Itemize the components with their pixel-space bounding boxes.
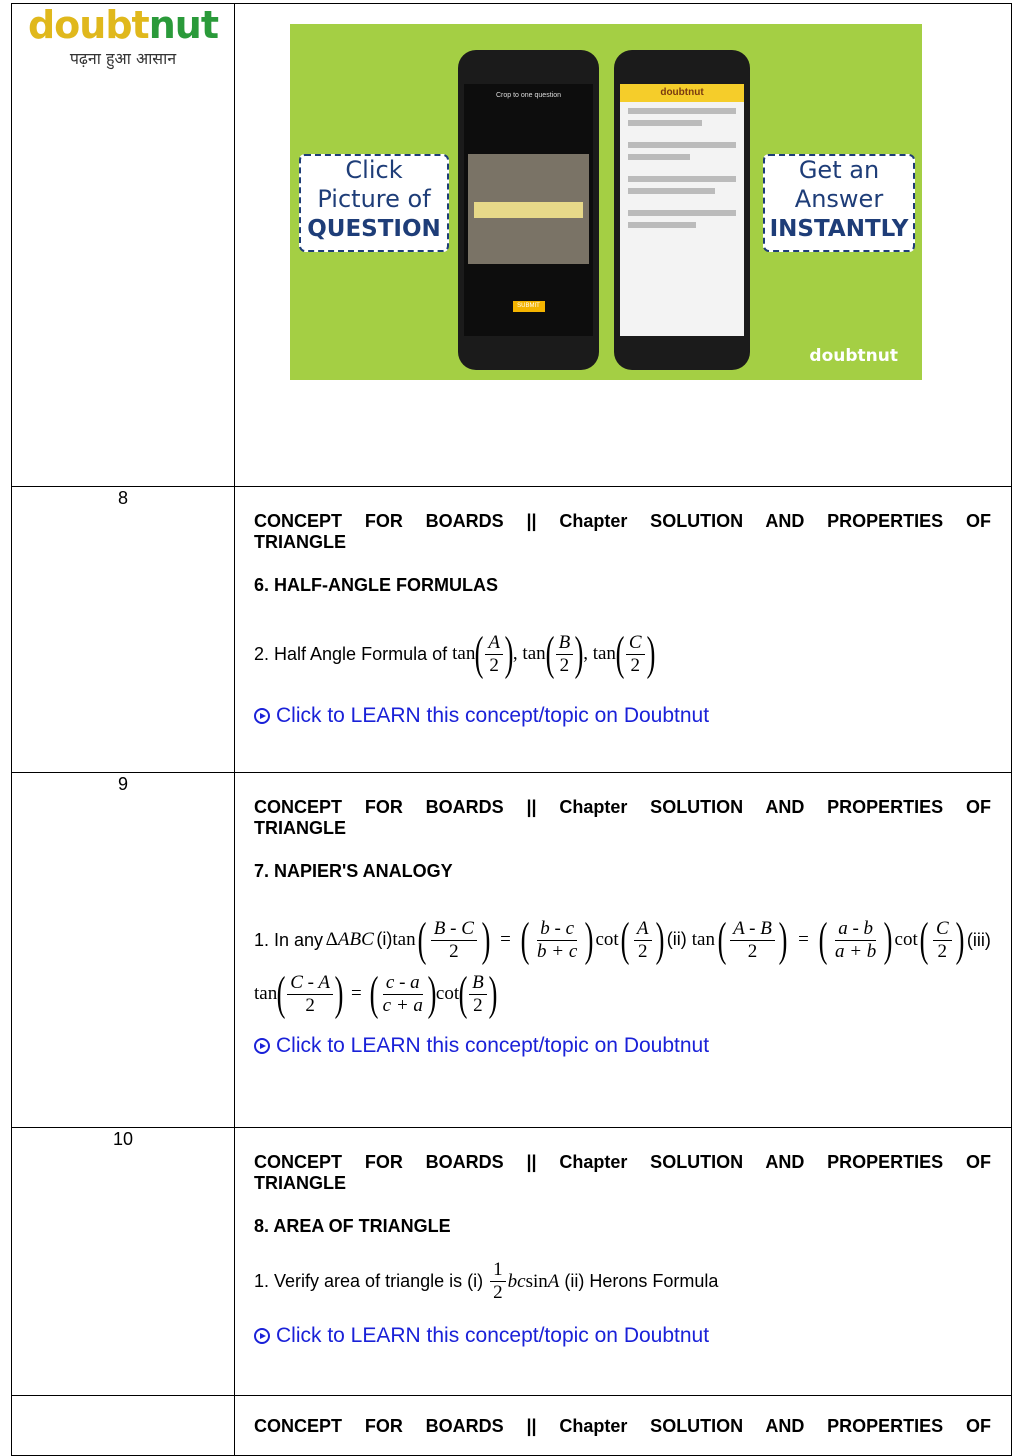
formula-text: (ii) Herons Formula — [564, 1271, 719, 1291]
row-subheading: 7. NAPIER'S ANALOGY — [254, 861, 453, 881]
learn-link[interactable] — [254, 1324, 991, 1348]
doubtnut-logo — [28, 5, 218, 69]
table-row — [12, 1396, 1012, 1456]
row-number — [12, 1396, 235, 1456]
phone-app-header: doubtnut — [620, 84, 744, 102]
formula: 1. In any ΔABC (i)tan ( $\frac{B - C}{2}$ ) = ( $\frac{b - c}{b + c}$ ) cot ( $\frac{A}{2}$ ) (ii) tan ( $\frac{A - B}{2}$ ) = ( $\frac{a - b}{a + b}$ ) cot ( $\frac{C}{2}$ ) (iii) — [254, 913, 991, 966]
play-circle-icon — [254, 1328, 270, 1344]
row-content — [235, 487, 1012, 773]
row-content — [235, 1128, 1012, 1396]
logo-word-doubt: doubt — [27, 3, 149, 47]
phone-camera — [458, 50, 599, 370]
row-heading: CONCEPT FOR BOARDS || Chapter SOLUTION AND PROPERTIES OF — [254, 1416, 991, 1436]
banner-row — [12, 4, 1012, 487]
learn-link[interactable] — [254, 704, 991, 728]
row-content — [235, 1396, 1012, 1456]
play-circle-icon — [254, 1038, 270, 1054]
learn-link-text[interactable]: Click to LEARN this concept/topic on Doubtnut — [276, 1324, 710, 1347]
play-circle-icon — [254, 708, 270, 724]
row-content: CONCEPT FOR BOARDS || Chapter SOLUTION AND PROPERTIES OF TRIANGLE 7. NAPIER'S ANALOGY 1. In any ΔABC (i)tan ( $\frac{B - C}{2}$ ) = ( $\frac{b - c}{b + c}$ ) cot ( $\frac{A}{2}$ ) (ii) tan ( $\frac{A - B}{2}$ ) = ( $\frac{a - b}{a + b}$ ) cot ( $\frac{C}{2}$ ) (iii) tan ( $\frac{C - A}{2}$ ) = ( $\frac{c - a}{c + a}$ ) cot ( $\frac{B}{2}$ ) Click to LEARN this concept/topic on Doubtnut — [235, 773, 1012, 1128]
row-heading: CONCEPT FOR BOARDS || Chapter SOLUTION AND PROPERTIES OF TRIANGLE — [254, 797, 991, 838]
row-subheading: 8. AREA OF TRIANGLE — [254, 1216, 451, 1236]
formula: 1. Verify area of triangle is (i) $\frac{1}{2}$ bc sin A (ii) Herons Formula — [254, 1259, 719, 1303]
learn-link[interactable] — [254, 1034, 991, 1058]
row-number: 9 — [12, 773, 235, 1128]
card-line: Picture of — [317, 185, 431, 213]
logo-cell — [12, 4, 235, 487]
formula-text: 2. Half Angle Formula of — [254, 643, 448, 664]
row-subheading: 6. HALF-ANGLE FORMULAS — [254, 575, 498, 595]
phone-title: Crop to one question — [496, 92, 561, 99]
card-line: Click — [345, 156, 403, 184]
formula: 2. Half Angle Formula of tan ( $\frac{A}{2}$ ) , tan ( $\frac{B}{2}$ ) , tan ( $\frac{C}{2}$ ) — [254, 627, 655, 680]
card-line: QUESTION — [307, 216, 441, 242]
banner-brand: doubtnut — [809, 346, 898, 366]
card-line: Answer — [794, 185, 884, 213]
learn-link-text[interactable]: Click to LEARN this concept/topic on Doubtnut — [276, 704, 710, 727]
row-number: 10 — [12, 1128, 235, 1396]
learn-link-text[interactable]: Click to LEARN this concept/topic on Doubtnut — [276, 1034, 710, 1057]
card-line: Get an — [798, 156, 880, 184]
row-number: 8 — [12, 487, 235, 773]
table-row — [12, 773, 1012, 1128]
phone-answer — [614, 50, 750, 370]
table-row — [12, 487, 1012, 773]
logo-tagline: पढ़ना हुआ आसान — [69, 49, 177, 68]
promo-banner[interactable] — [290, 24, 922, 380]
get-answer-card — [763, 154, 915, 252]
logo-word-nut: nut — [148, 3, 218, 47]
concept-table — [11, 3, 1012, 1456]
formula-text: 1. In any — [254, 929, 324, 950]
click-picture-card — [299, 154, 449, 252]
row-heading: CONCEPT FOR BOARDS || Chapter SOLUTION AND PROPERTIES OF TRIANGLE — [254, 511, 991, 552]
row-heading: CONCEPT FOR BOARDS || Chapter SOLUTION AND PROPERTIES OF TRIANGLE — [254, 1152, 991, 1193]
submit-button[interactable]: SUBMIT — [513, 301, 545, 312]
card-line: INSTANTLY — [769, 216, 909, 242]
table-row — [12, 1128, 1012, 1396]
formula-text: 1. Verify area of triangle is (i) — [254, 1271, 484, 1291]
banner-cell — [235, 4, 1012, 487]
